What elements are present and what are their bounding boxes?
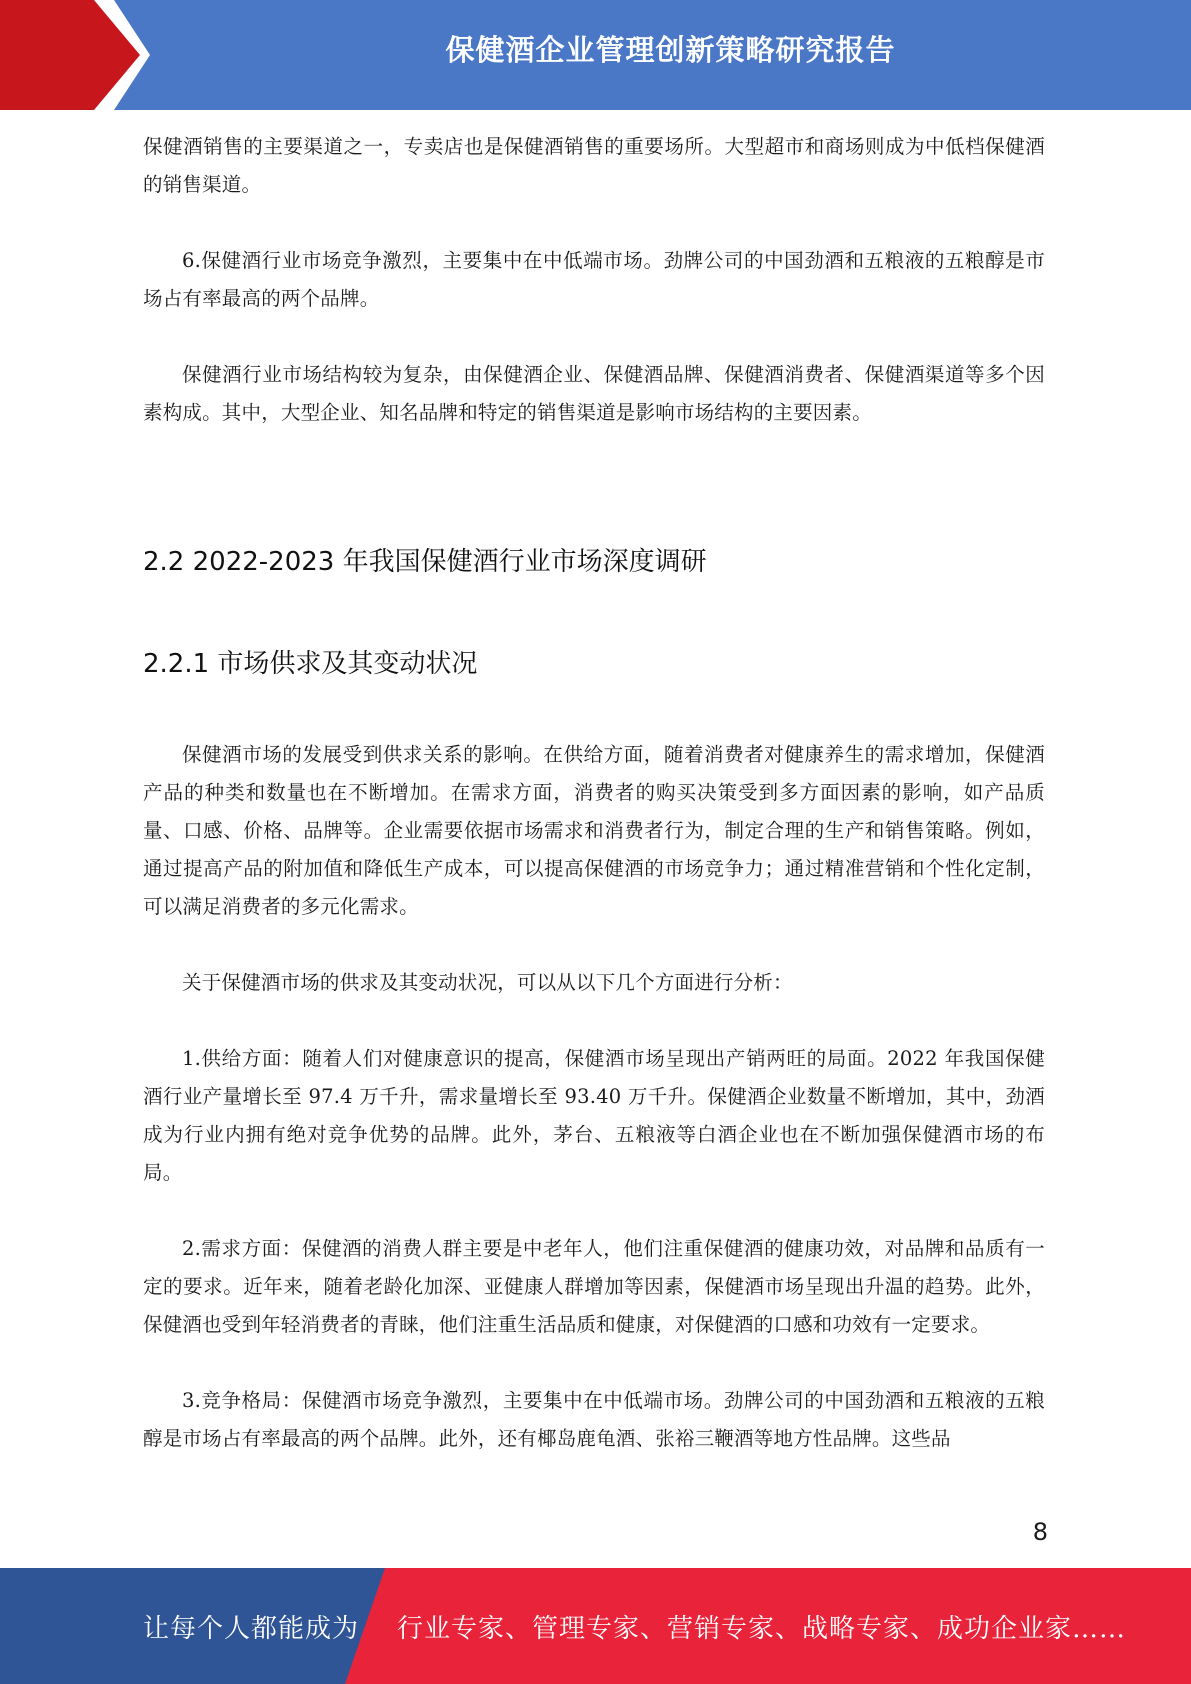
paragraph: 保健酒销售的主要渠道之一，专卖店也是保健酒销售的重要场所。大型超市和商场则成为中低档保健酒的销售渠道。 [143, 135, 1045, 196]
section-heading: 2.2 2022-2023 年我国保健酒行业市场深度调研 [143, 547, 707, 577]
page-footer [0, 1568, 1191, 1684]
paragraph: 2.需求方面：保健酒的消费人群主要是中老年人，他们注重保健酒的健康功效，对品牌和品质有一定的要求。近年来，随着老龄化加深、亚健康人群增加等因素，保健酒市场呈现出升温的趋势。此外，保健酒也受到年轻消费者的青睐，他们注重生活品质和健康，对保健酒的口感和功效有一定要求。 [143, 1237, 1045, 1336]
paragraph: 保健酒行业市场结构较为复杂，由保健酒企业、保健酒品牌、保健酒消费者、保健酒渠道等多个因素构成。其中，大型企业、知名品牌和特定的销售渠道是影响市场结构的主要因素。 [143, 363, 1045, 424]
report-title: 保健酒企业管理创新策略研究报告 [445, 33, 896, 67]
paragraph: 1.供给方面：随着人们对健康意识的提高，保健酒市场呈现出产销两旺的局面。2022 年我国保健酒行业产量增长至 97.4 万千升，需求量增长至 93.40 万千升。保健酒企业数量不断增加，其中，劲酒成为行业内拥有绝对竞争优势的品牌。此外，茅台、五粮液等白酒企业也在不断加强保健酒市场的布局。 [143, 1047, 1045, 1184]
paragraph: 3.竞争格局：保健酒市场竞争激烈，主要集中在中低端市场。劲牌公司的中国劲酒和五粮液的五粮醇是市场占有率最高的两个品牌。此外，还有椰岛鹿龟酒、张裕三鞭酒等地方性品牌。这些品 [143, 1389, 1045, 1450]
document-body [143, 128, 1045, 1458]
subsection-heading: 2.2.1 市场供求及其变动状况 [143, 649, 478, 679]
footer-slogan-left: 让每个人都能成为 [143, 1614, 360, 1644]
paragraph: 6.保健酒行业市场竞争激烈，主要集中在中低端市场。劲牌公司的中国劲酒和五粮液的五粮醇是市场占有率最高的两个品牌。 [143, 249, 1045, 310]
paragraph: 保健酒市场的发展受到供求关系的影响。在供给方面，随着消费者对健康养生的需求增加，保健酒产品的种类和数量也在不断增加。在需求方面，消费者的购买决策受到多方面因素的影响，如产品质量、口感、价格、品牌等。企业需要依据市场需求和消费者行为，制定合理的生产和销售策略。例如，通过提高产品的附加值和降低生产成本，可以提高保健酒的市场竞争力；通过精准营销和个性化定制，可以满足消费者的多元化需求。 [143, 743, 1045, 918]
page-header [0, 0, 1191, 110]
page-number: 8 [1032, 1518, 1048, 1546]
paragraph: 关于保健酒市场的供求及其变动状况，可以从以下几个方面进行分析： [182, 971, 793, 994]
footer-slogan-right: 行业专家、管理专家、营销专家、战略专家、成功企业家…… [397, 1614, 1127, 1644]
